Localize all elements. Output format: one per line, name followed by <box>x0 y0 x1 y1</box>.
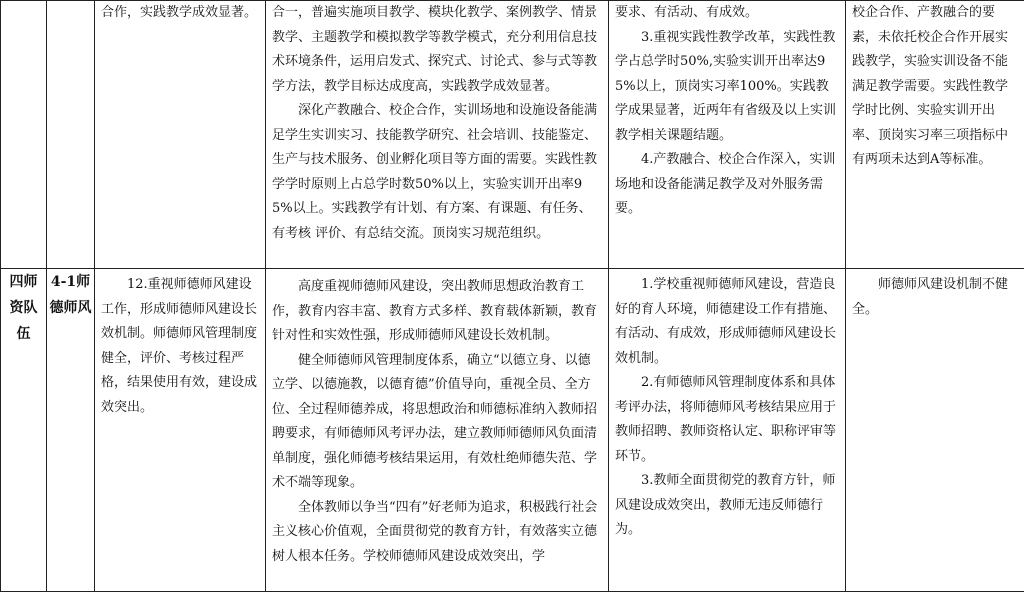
category-cell <box>1 269 47 592</box>
assessment-item: 1.学校重视师德师风建设，营造良好的育人环境，师德建设工作有措施、有活动、有成效，形成师德师风建设长效机制。 <box>615 273 839 371</box>
detail-paragraph: 健全师德师风管理制度体系，确立“以德立身、以德立学、以德施教，以德育德”价值导向，重视全员、全方位、全过程师德养成，将思想政治和师德标准纳入教师招聘要求，有师德师风考评办法，建立教师师德师风负面清单制度，强化师德考核结果运用，有效杜绝师德失范、学术不端等现象。 <box>272 349 602 496</box>
subcategory-cell <box>47 1 95 269</box>
issues-text: 师德师风建设机制不健全。 <box>852 273 1018 322</box>
detail-paragraph: 合一，普遍实施项目教学、模块化教学、案例教学、情景教学、主题教学和模拟教学等教学模式，充分利用信息技术环境条件，运用启发式、探究式、讨论式、参与式等教学方法，教学目标达成度高，实践教学成效显著。 <box>272 1 602 99</box>
issues-cell <box>846 269 1024 592</box>
assessment-item: 2.有师德师风管理制度体系和具体考评办法，将师德师风考核结果应用于教师招聘、教师资格认定、职称评审等环节。 <box>615 371 839 469</box>
subcategory-label: 4-1师德师风 <box>47 269 94 321</box>
detail-paragraph: 全体教师以争当“四有”好老师为追求，积极践行社会主义核心价值观，全面贯彻党的教育方针，有效落实立德树人根本任务。学校师德师风建设成效突出，学 <box>272 496 602 570</box>
detail-cell <box>266 269 609 592</box>
standard-cell <box>95 269 266 592</box>
standard-cell <box>95 1 266 269</box>
issues-text: 校企合作、产教融合的要素，未依托校企合作开展实践教学，实验实训设备不能满足教学需要。实践性教学学时比例、实验实训开出率、顶岗实习率三项指标中有两项未达到A等标准。 <box>852 1 1018 173</box>
standard-text: 12.重视师德师风建设工作，形成师德师风建设长效机制。师德师风管理制度健全，评价、考核过程严格，结果使用有效，建设成效突出。 <box>101 273 259 420</box>
assessment-item: 要求、有活动、有成效。 <box>615 1 839 26</box>
subcategory-cell <box>47 269 95 592</box>
standard-text: 合作，实践教学成效显著。 <box>101 1 259 26</box>
category-label: 四师资队伍 <box>1 269 46 347</box>
table-row <box>1 269 1024 592</box>
issues-cell <box>846 1 1024 269</box>
assessment-cell <box>609 269 846 592</box>
assessment-cell <box>609 1 846 269</box>
table-row <box>1 1 1024 269</box>
assessment-item: 3.教师全面贯彻党的教育方针，师风建设成效突出，教师无违反师德行为。 <box>615 469 839 543</box>
category-cell <box>1 1 47 269</box>
detail-paragraph: 高度重视师德师风建设，突出教师思想政治教育工作，教育内容丰富、教育方式多样、教育载体新颖，教育针对性和实效性强，形成师德师风建设长效机制。 <box>272 275 602 349</box>
detail-cell <box>266 1 609 269</box>
detail-paragraph: 深化产教融合、校企合作，实训场地和设施设备能满足学生实训实习、技能教学研究、社会培训、技能鉴定、生产与技术服务、创业孵化项目等方面的需要。实践性教学学时原则上占总学时数50%以上，实验实训开出率95%以上。实践教学有计划、有方案、有课题、有任务、有考核 评价、有总结交流。顶岗实习规范组织。 <box>272 99 602 246</box>
assessment-item: 4.产教融合、校企合作深入，实训场地和设备能满足教学及对外服务需要。 <box>615 148 839 222</box>
assessment-item: 3.重视实践性教学改革，实践性教学占总学时50%,实验实训开出率达95%以上，顶岗实习率100%。实践教学成果显著，近两年有省级及以上实训教学相关课题结题。 <box>615 26 839 149</box>
